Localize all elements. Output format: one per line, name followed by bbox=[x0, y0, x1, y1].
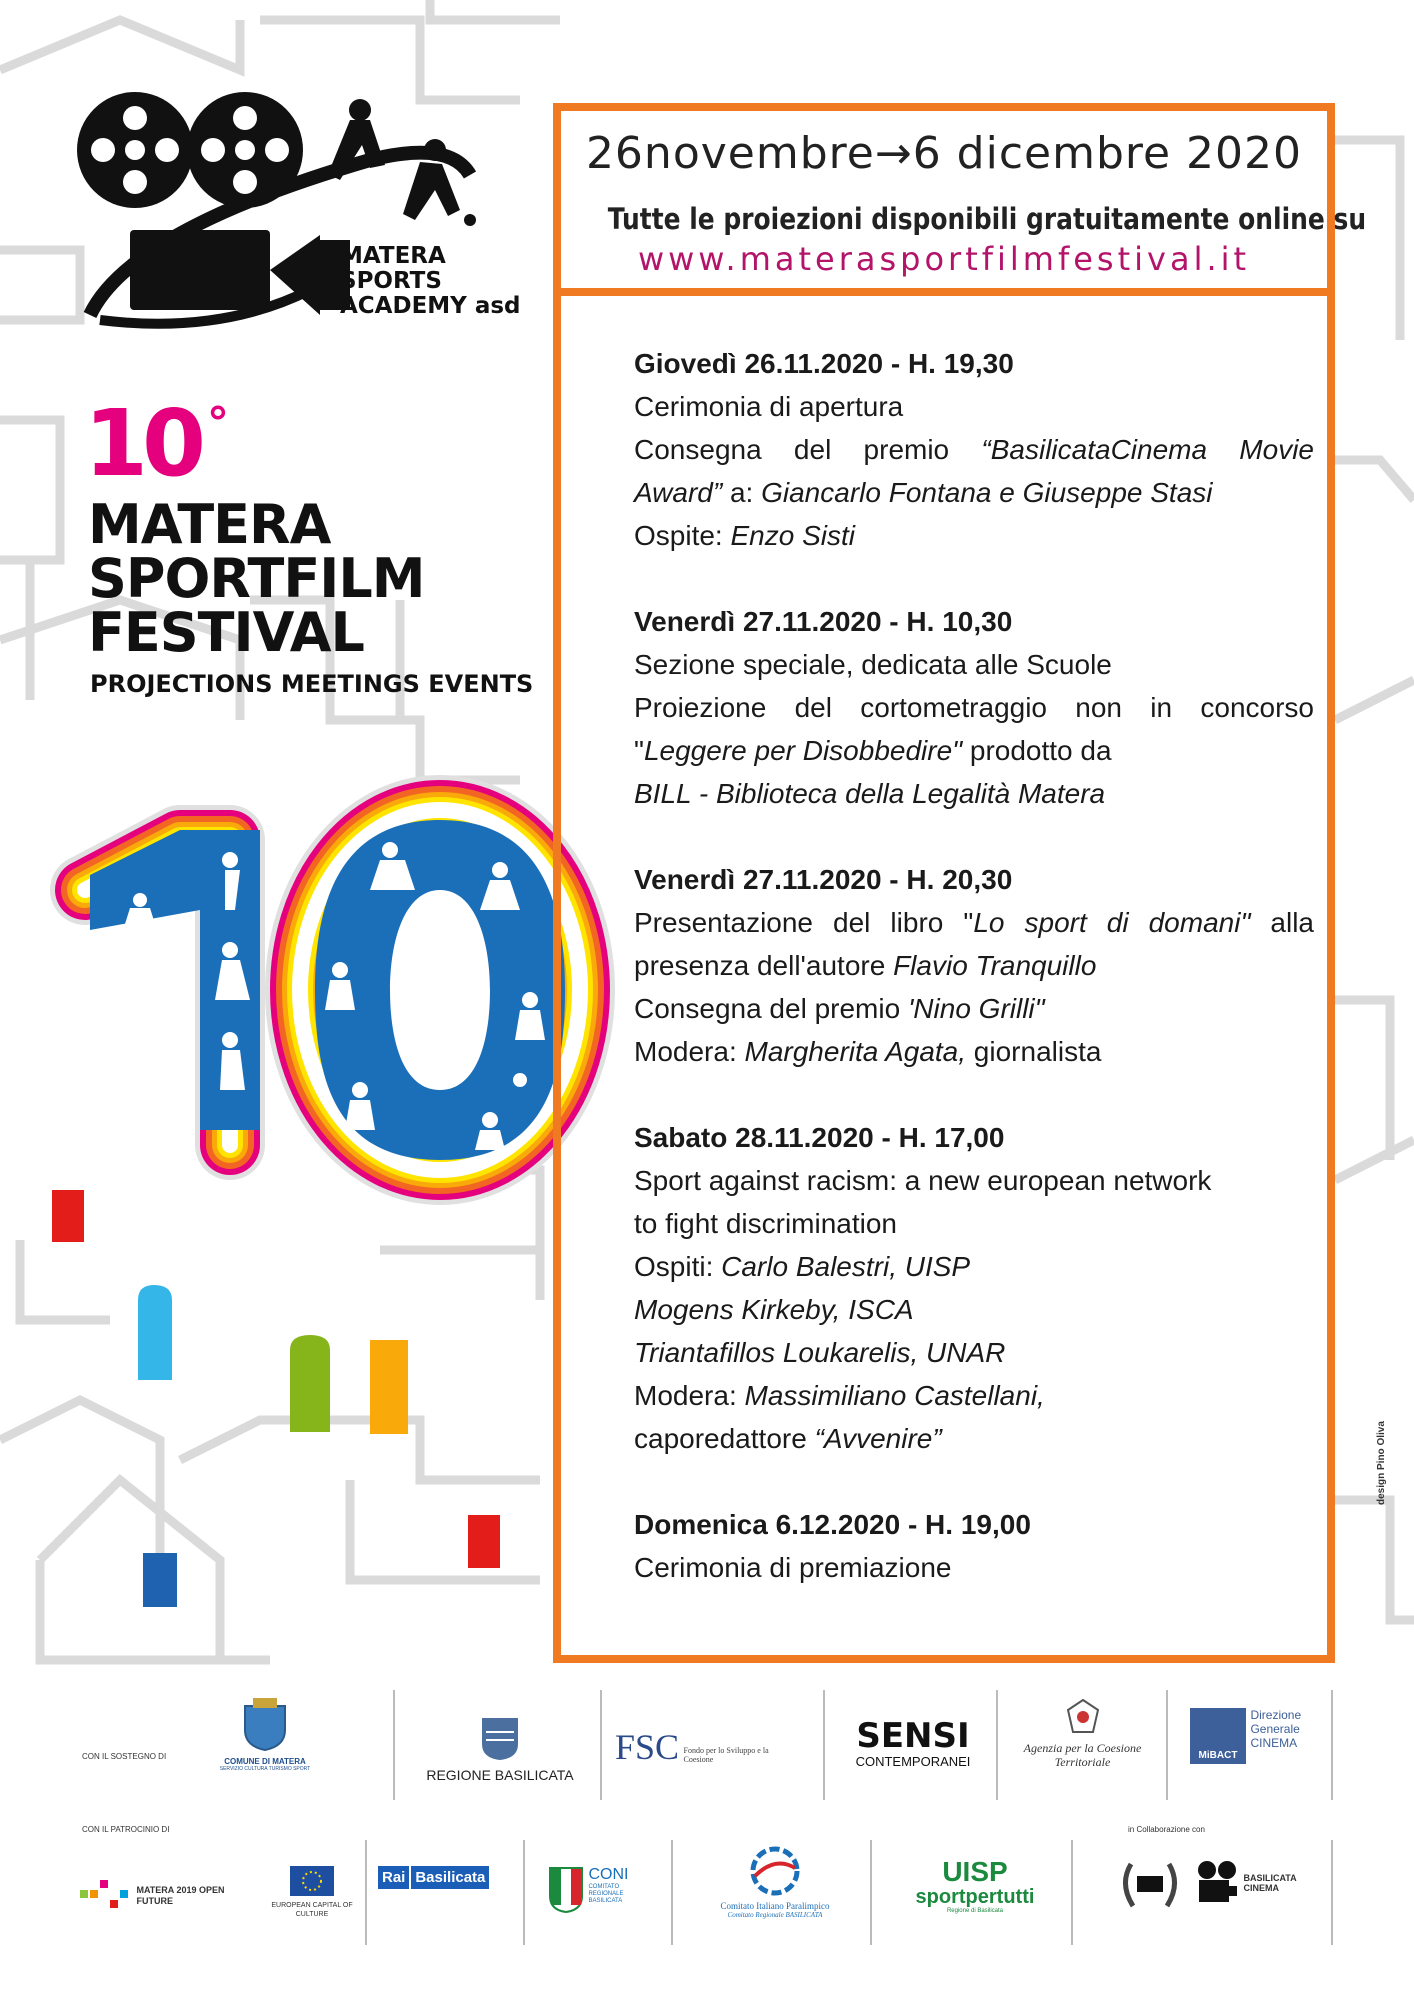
organizer-name: MATERA SPORTS ACADEMY asd bbox=[340, 243, 521, 319]
event-heading: Giovedì 26.11.2020 - H. 19,30 bbox=[634, 348, 1014, 379]
matera-2019-logo: MATERA 2019 OPEN FUTURE bbox=[80, 1876, 250, 1916]
basilicata-cinema-logo: BASILICATA CINEMA bbox=[1195, 1860, 1325, 1906]
rai-basilicata-logo: Rai Basilicata bbox=[378, 1866, 518, 1889]
divider bbox=[1331, 1840, 1333, 1945]
event-schools: Venerdì 27.11.2020 - H. 10,30 Sezione speciale, dedicata alle Scuole Proiezione del cortometraggio non in concorso "Leggere per Disobbedire" prodotto da BILL - Biblioteca della Legalità Matera bbox=[634, 600, 1314, 815]
support-label: CON IL SOSTEGNO DI bbox=[82, 1752, 167, 1761]
patronage-label: CON IL PATROCINIO DI bbox=[82, 1825, 170, 1834]
divider bbox=[1331, 1690, 1333, 1800]
design-credit: design Pino Oliva bbox=[1376, 1421, 1387, 1505]
eu-flag-icon bbox=[290, 1866, 334, 1896]
divider bbox=[823, 1690, 825, 1800]
event-opening: Giovedì 26.11.2020 - H. 19,30 Cerimonia di apertura Consegna del premio “BasilicataCinema Movie Award” a: Giancarlo Fontana e Giuseppe Stasi Ospite: Enzo Sisti bbox=[634, 342, 1314, 557]
matera-2019-mark-icon bbox=[80, 1876, 132, 1916]
festival-subtitle: PROJECTIONS MEETINGS EVENTS bbox=[90, 670, 534, 698]
event-heading: Sabato 28.11.2020 - H. 17,00 bbox=[634, 1122, 1005, 1153]
sensi-contemporanei-logo: SENSI CONTEMPORANEI bbox=[855, 1716, 971, 1769]
divider bbox=[671, 1840, 673, 1945]
event-racism: Sabato 28.11.2020 - H. 17,00 Sport against racism: a new european network to fight discrimination Ospiti: Carlo Balestri, UISP Mogens Kirkeby, ISCA Triantafillos Loukarelis, UNAR Modera: Massimiliano Castellani, caporedattore “Avvenire” bbox=[634, 1116, 1314, 1460]
mibact-cinema-logo: MiBACT Direzione Generale CINEMA bbox=[1190, 1708, 1330, 1764]
divider bbox=[523, 1840, 525, 1945]
basilicata-cinema-award-logo bbox=[1110, 1858, 1190, 1917]
agenzia-coesione-logo: Agenzia per la Coesione Territoriale bbox=[1005, 1698, 1160, 1769]
collab-label: in Collaborazione con bbox=[1128, 1825, 1205, 1834]
divider bbox=[996, 1690, 998, 1800]
coni-logo: CONI COMITATO REGIONALE BASILICATA bbox=[548, 1866, 668, 1914]
cip-logo: Comitato Italiano Paralimpico Comitato Regionale BASILICATA bbox=[690, 1846, 860, 1919]
festival-name: MATERA SPORTFILM FESTIVAL bbox=[88, 493, 425, 664]
film-camera-icon bbox=[1195, 1860, 1239, 1906]
event-heading: Venerdì 27.11.2020 - H. 10,30 bbox=[634, 606, 1013, 637]
event-heading: Domenica 6.12.2020 - H. 19,00 bbox=[634, 1509, 1031, 1540]
festival-dates: 26novembre→6 dicembre 2020 bbox=[585, 128, 1303, 179]
emblem-icon bbox=[1066, 1698, 1100, 1736]
ecoc-logo: EUROPEAN CAPITAL OF CULTURE bbox=[262, 1866, 362, 1919]
comune-matera-logo: COMUNE DI MATERA SERVIZIO CULTURA TURISMO SPORT bbox=[200, 1698, 330, 1772]
edition-degree: ° bbox=[207, 398, 229, 449]
divider bbox=[600, 1690, 602, 1800]
uisp-logo: UISP sportpertutti Regione di Basilicata bbox=[915, 1856, 1035, 1914]
crest-icon bbox=[241, 1698, 289, 1752]
divider bbox=[1071, 1840, 1073, 1945]
divider bbox=[870, 1840, 872, 1945]
divider bbox=[393, 1690, 395, 1800]
coni-shield-icon bbox=[548, 1866, 584, 1914]
panel-separator bbox=[553, 288, 1335, 296]
event-book: Venerdì 27.11.2020 - H. 20,30 Presentazione del libro "Lo sport di domani" alla presenza dell'autore Flavio Tranquillo Consegna del premio 'Nino Grilli" Modera: Margherita Agata, giornalista bbox=[634, 858, 1314, 1073]
regione-basilicata-logo: REGIONE BASILICATA bbox=[410, 1716, 590, 1783]
regione-crest-icon bbox=[480, 1716, 520, 1762]
website-link[interactable]: www.materasportfilmfestival.it bbox=[637, 240, 1251, 278]
program-list bbox=[634, 342, 1314, 1632]
event-awards: Domenica 6.12.2020 - H. 19,00 Cerimonia di premiazione bbox=[634, 1503, 1314, 1589]
fsc-logo: FSC Fondo per lo Sviluppo e la Coesione bbox=[615, 1727, 769, 1767]
laurel-icon bbox=[1117, 1858, 1183, 1912]
cip-sphere-icon bbox=[747, 1846, 803, 1896]
event-heading: Venerdì 27.11.2020 - H. 20,30 bbox=[634, 864, 1013, 895]
divider bbox=[365, 1840, 367, 1945]
edition-number: 10 bbox=[84, 390, 201, 497]
online-note: Tutte le proiezioni disponibili gratuitamente online su bbox=[607, 202, 1367, 236]
divider bbox=[1166, 1690, 1168, 1800]
